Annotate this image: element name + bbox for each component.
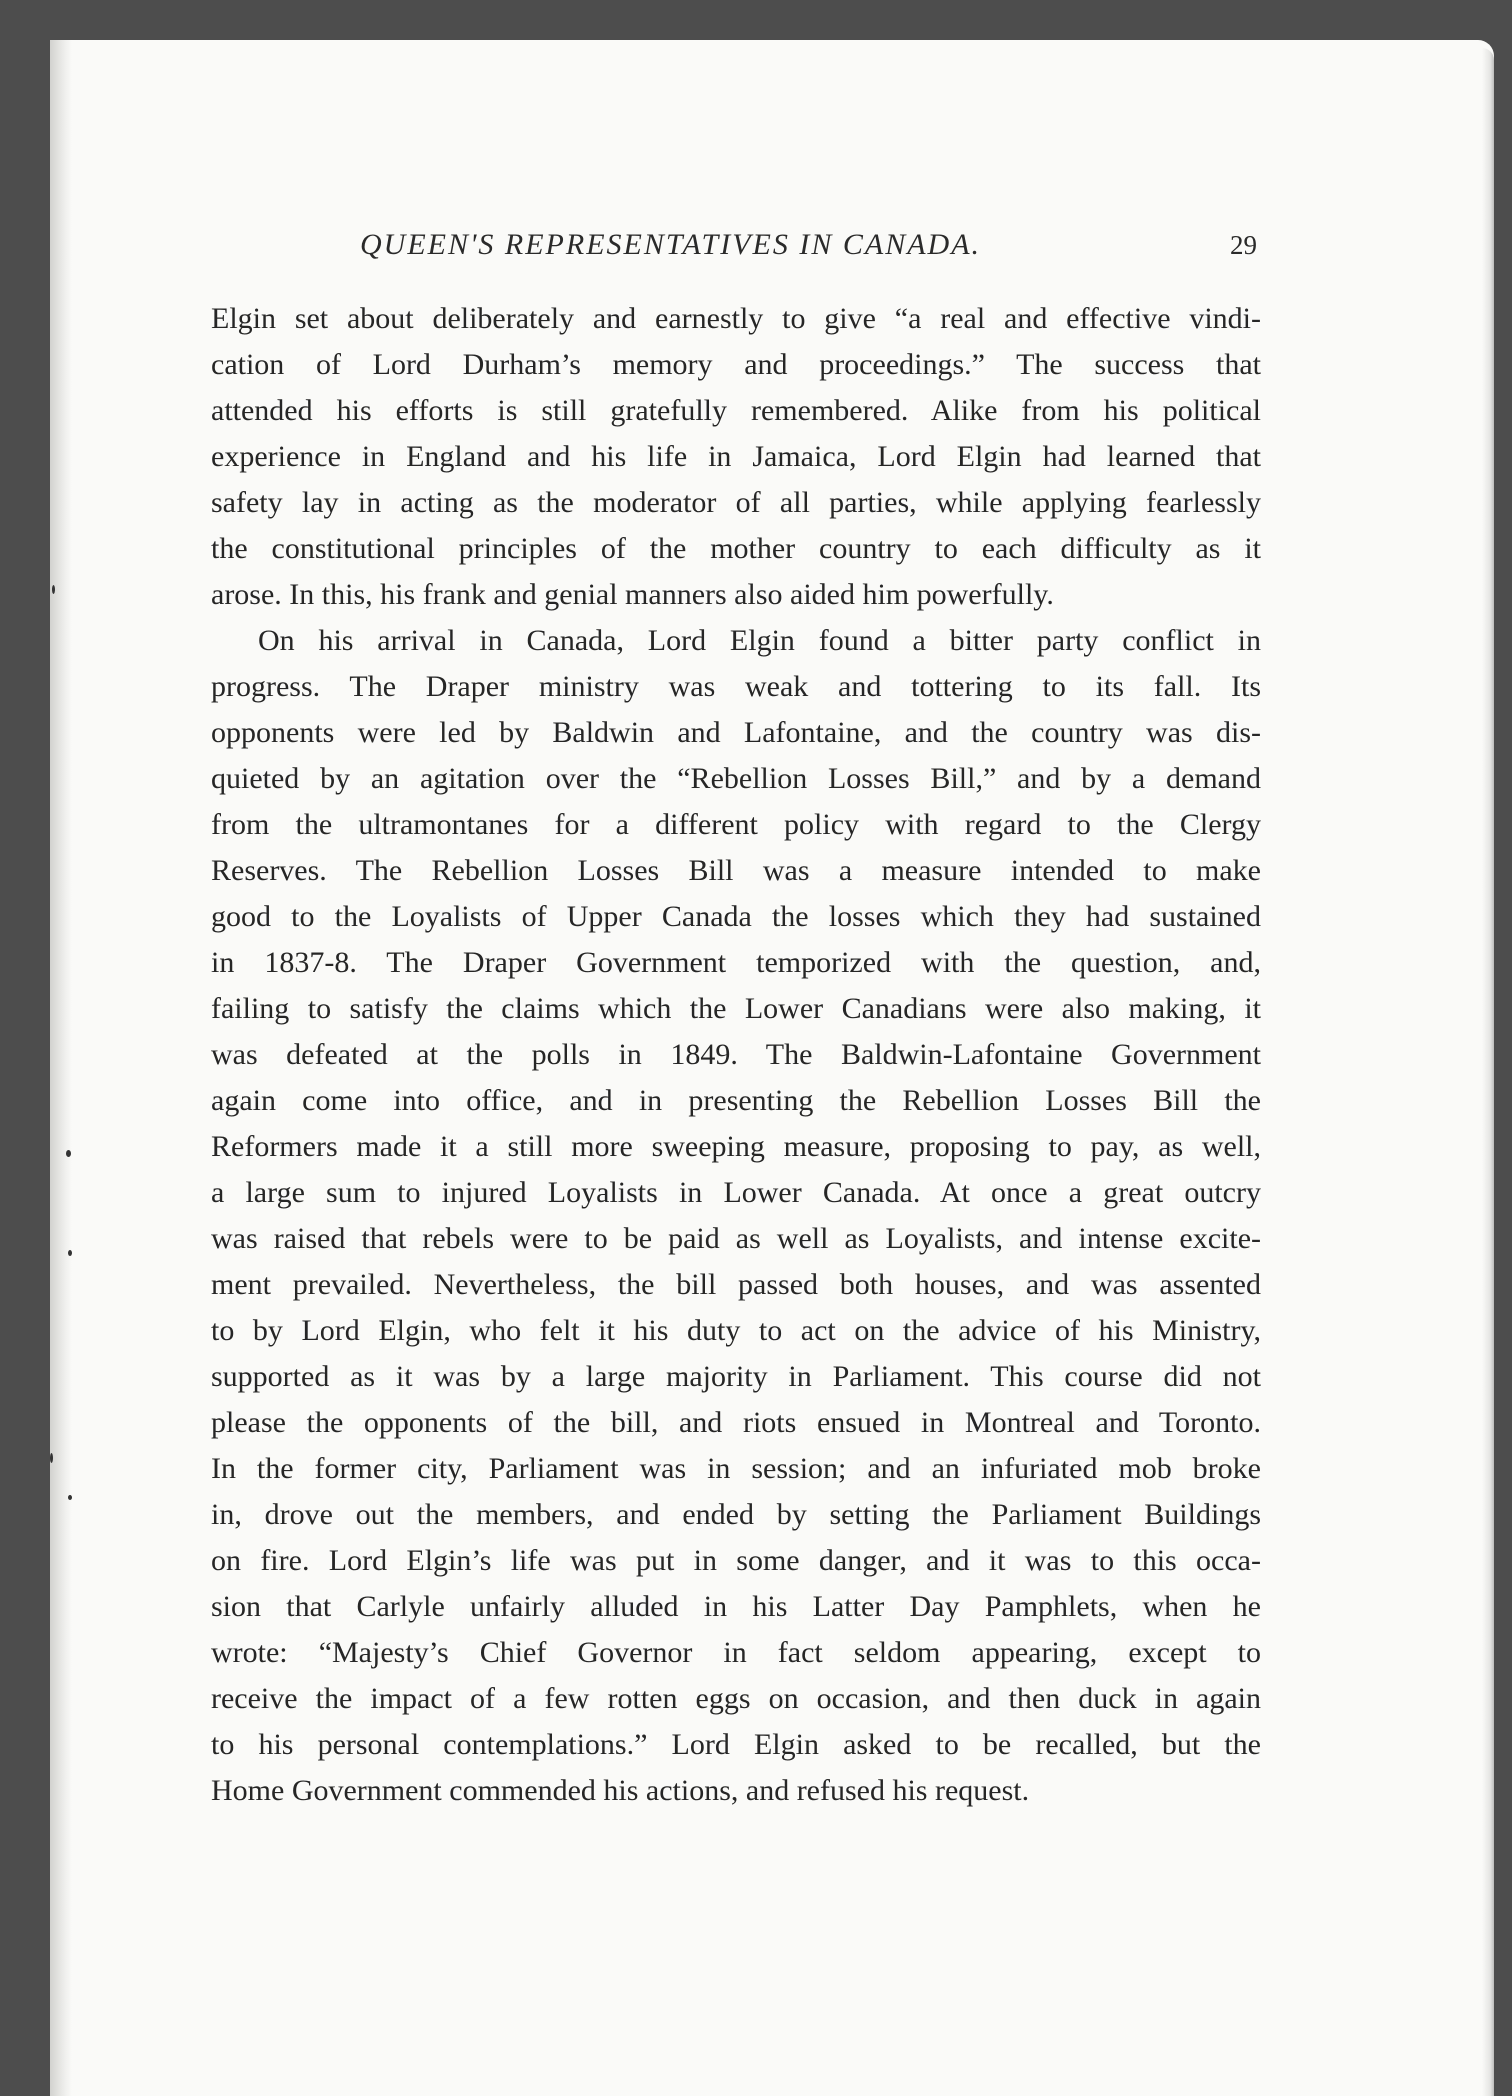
text-line: failing to satisfy the claims which the Lower Canadians were also making, it (211, 992, 1261, 1025)
gutter-speck (68, 1250, 72, 1256)
text-line: in, drove out the members, and ended by setting the Parliament Buildings (211, 1498, 1261, 1531)
text-line: from the ultramontanes for a different policy with regard to the Clergy (211, 808, 1261, 841)
text-line: good to the Loyalists of Upper Canada the losses which they had sustained (211, 900, 1261, 933)
text-line: sion that Carlyle unfairly alluded in his Latter Day Pamphlets, when he (211, 1590, 1261, 1623)
text-line: opponents were led by Baldwin and Lafontaine, and the country was dis- (211, 716, 1261, 749)
gutter-speck (68, 1495, 72, 1500)
text-line: arose. In this, his frank and genial manners also aided him powerfully. (211, 578, 1054, 611)
text-line: receive the impact of a few rotten eggs on occasion, and then duck in again (211, 1682, 1261, 1715)
text-line: progress. The Draper ministry was weak and tottering to its fall. Its (211, 670, 1261, 703)
text-line: in 1837-8. The Draper Government temporized with the question, and, (211, 946, 1261, 979)
text-line: Reserves. The Rebellion Losses Bill was a measure intended to make (211, 854, 1261, 887)
text-line: to by Lord Elgin, who felt it his duty to act on the advice of his Ministry, (211, 1314, 1261, 1347)
paragraph-2 (211, 618, 1261, 1814)
gutter-speck (66, 1150, 71, 1157)
running-head: QUEEN'S REPRESENTATIVES IN CANADA. (360, 228, 982, 261)
paragraph-1 (211, 296, 1261, 618)
page-gutter-shadow (50, 40, 72, 2096)
gutter-speck (50, 1453, 53, 1463)
body-text (211, 296, 1261, 1814)
text-line: was raised that rebels were to be paid as well as Loyalists, and intense excite- (211, 1222, 1261, 1255)
text-line: ment prevailed. Nevertheless, the bill passed both houses, and was assented (211, 1268, 1261, 1301)
text-line: Home Government commended his actions, and refused his request. (211, 1774, 1030, 1807)
text-line: to his personal contemplations.” Lord Elgin asked to be recalled, but the (211, 1728, 1261, 1761)
text-line: attended his efforts is still gratefully remembered. Alike from his political (211, 394, 1261, 427)
text-line: wrote: “Majesty’s Chief Governor in fact seldom appearing, except to (211, 1636, 1261, 1669)
page-number: 29 (1230, 230, 1257, 260)
text-line: was defeated at the polls in 1849. The Baldwin-Lafontaine Government (211, 1038, 1261, 1071)
text-line: Elgin set about deliberately and earnestly to give “a real and effective vindi- (211, 302, 1261, 335)
text-line: cation of Lord Durham’s memory and proceedings.” The success that (211, 348, 1261, 381)
text-line: please the opponents of the bill, and riots ensued in Montreal and Toronto. (211, 1406, 1261, 1439)
text-line: quieted by an agitation over the “Rebellion Losses Bill,” and by a demand (211, 762, 1261, 795)
text-line: supported as it was by a large majority in Parliament. This course did not (211, 1360, 1261, 1393)
text-line: experience in England and his life in Jamaica, Lord Elgin had learned that (211, 440, 1261, 473)
text-line: On his arrival in Canada, Lord Elgin found a bitter party conflict in (258, 624, 1261, 657)
text-line: safety lay in acting as the moderator of all parties, while applying fearlessly (211, 486, 1261, 519)
page-right-edge (1482, 48, 1494, 2096)
text-line: again come into office, and in presenting the Rebellion Losses Bill the (211, 1084, 1261, 1117)
text-line: Reformers made it a still more sweeping measure, proposing to pay, as well, (211, 1130, 1261, 1163)
text-line: In the former city, Parliament was in session; and an infuriated mob broke (211, 1452, 1261, 1485)
gutter-speck (52, 585, 55, 594)
text-line: a large sum to injured Loyalists in Lower Canada. At once a great outcry (211, 1176, 1261, 1209)
text-line: on fire. Lord Elgin’s life was put in some danger, and it was to this occa- (211, 1544, 1261, 1577)
text-line: the constitutional principles of the mother country to each difficulty as it (211, 532, 1261, 565)
